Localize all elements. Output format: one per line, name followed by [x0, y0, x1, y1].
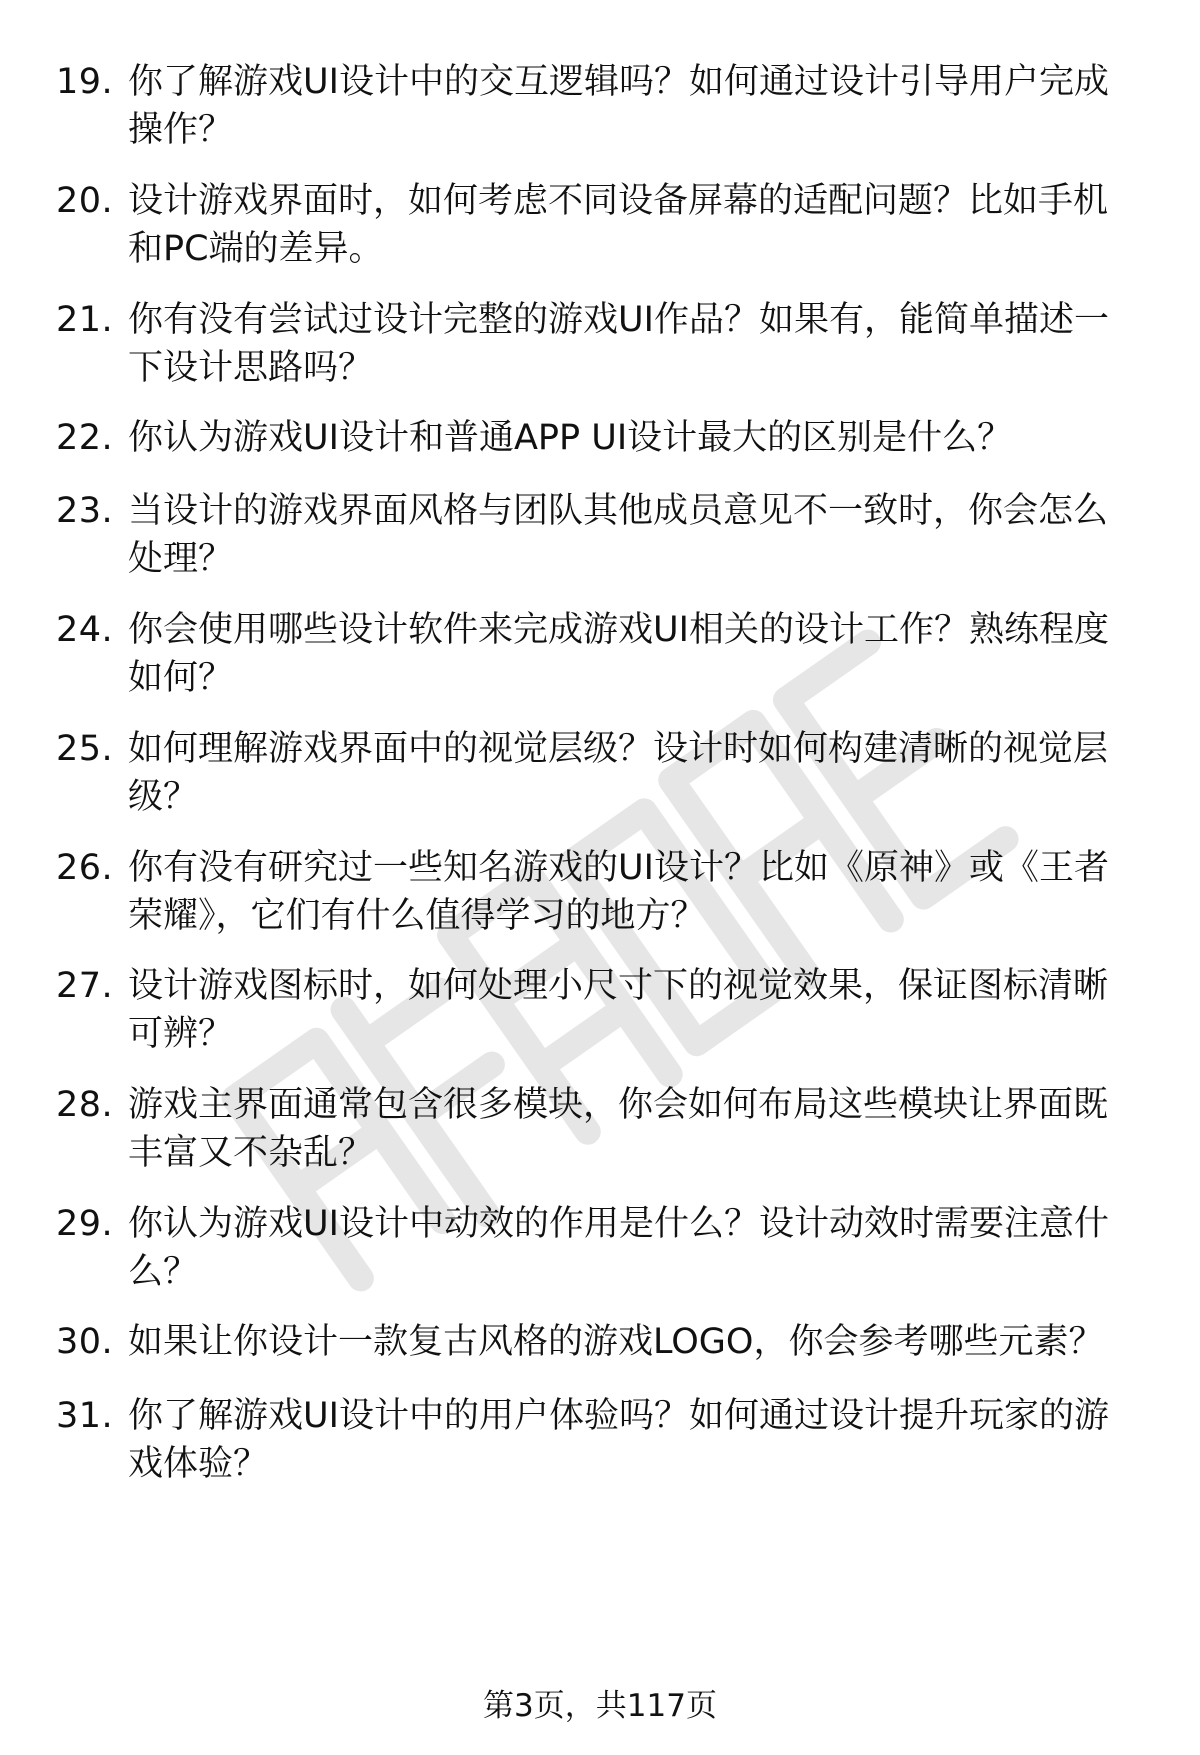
question-text-line: 如何？ [128, 658, 234, 698]
question-text-line: 设计游戏图标时，如何处理小尺寸下的视觉效果，保证图标清晰 [128, 966, 1109, 1006]
question-text [128, 725, 1148, 821]
question-text-line: 当设计的游戏界面风格与团队其他成员意见不一致时，你会怎么 [128, 491, 1109, 531]
question-text [128, 58, 1148, 154]
question-number: 26. [56, 848, 114, 888]
question-text [128, 1200, 1148, 1296]
question-text-line: 你认为游戏UI设计中动效的作用是什么？设计动效时需要注意什 [128, 1204, 1109, 1244]
question-text-line: 设计游戏界面时，如何考虑不同设备屏幕的适配问题？比如手机 [128, 181, 1109, 221]
question-number: 29. [56, 1204, 114, 1244]
question-number: 31. [56, 1396, 114, 1436]
question-text-line: 你有没有研究过一些知名游戏的UI设计？比如《原神》或《王者 [128, 848, 1109, 888]
question-text [128, 1081, 1148, 1177]
question-text-line: 级？ [128, 777, 199, 817]
question-number: 28. [56, 1085, 114, 1125]
question-text-line: 你有没有尝试过设计完整的游戏UI作品？如果有，能简单描述一 [128, 300, 1109, 340]
question-number: 24. [56, 610, 114, 650]
question-number: 21. [56, 300, 114, 340]
question-text-line: 你了解游戏UI设计中的用户体验吗？如何通过设计提升玩家的游 [128, 1396, 1109, 1436]
question-text [128, 1318, 1148, 1366]
question-text-line: 么？ [128, 1252, 199, 1292]
question-number: 23. [56, 491, 114, 531]
page-number-footer: 第3页，共117页 [483, 1688, 717, 1724]
question-text-line: 戏体验？ [128, 1444, 269, 1484]
question-number: 22. [56, 418, 114, 458]
question-text-line: 你认为游戏UI设计和普通APP UI设计最大的区别是什么？ [128, 418, 1013, 458]
question-text-line: 处理？ [128, 539, 234, 579]
question-text [128, 487, 1148, 583]
question-text-line: 游戏主界面通常包含很多模块，你会如何布局这些模块让界面既 [128, 1085, 1109, 1125]
question-text-line: 荣耀》，它们有什么值得学习的地方？ [128, 896, 706, 936]
question-text [128, 1392, 1148, 1488]
question-text-line: 如何理解游戏界面中的视觉层级？设计时如何构建清晰的视觉层 [128, 729, 1109, 769]
question-text [128, 414, 1148, 462]
question-text-line: 如果让你设计一款复古风格的游戏LOGO，你会参考哪些元素？ [128, 1322, 1104, 1362]
question-text-line: 你会使用哪些设计软件来完成游戏UI相关的设计工作？熟练程度 [128, 610, 1109, 650]
question-text-line: 可辨？ [128, 1014, 234, 1054]
question-text [128, 844, 1148, 940]
question-text [128, 962, 1148, 1058]
question-text-line: 操作？ [128, 110, 234, 150]
question-text [128, 177, 1148, 273]
question-text-line: 和PC端的差异。 [128, 229, 384, 269]
question-text [128, 606, 1148, 702]
question-number: 20. [56, 181, 114, 221]
question-text-line: 丰富又不杂乱？ [128, 1133, 374, 1173]
question-text-line: 下设计思路吗？ [128, 348, 374, 388]
question-text [128, 296, 1148, 392]
question-number: 27. [56, 966, 114, 1006]
question-number: 25. [56, 729, 114, 769]
question-text-line: 你了解游戏UI设计中的交互逻辑吗？如何通过设计引导用户完成 [128, 62, 1109, 102]
question-number: 30. [56, 1322, 114, 1362]
question-number: 19. [56, 62, 114, 102]
